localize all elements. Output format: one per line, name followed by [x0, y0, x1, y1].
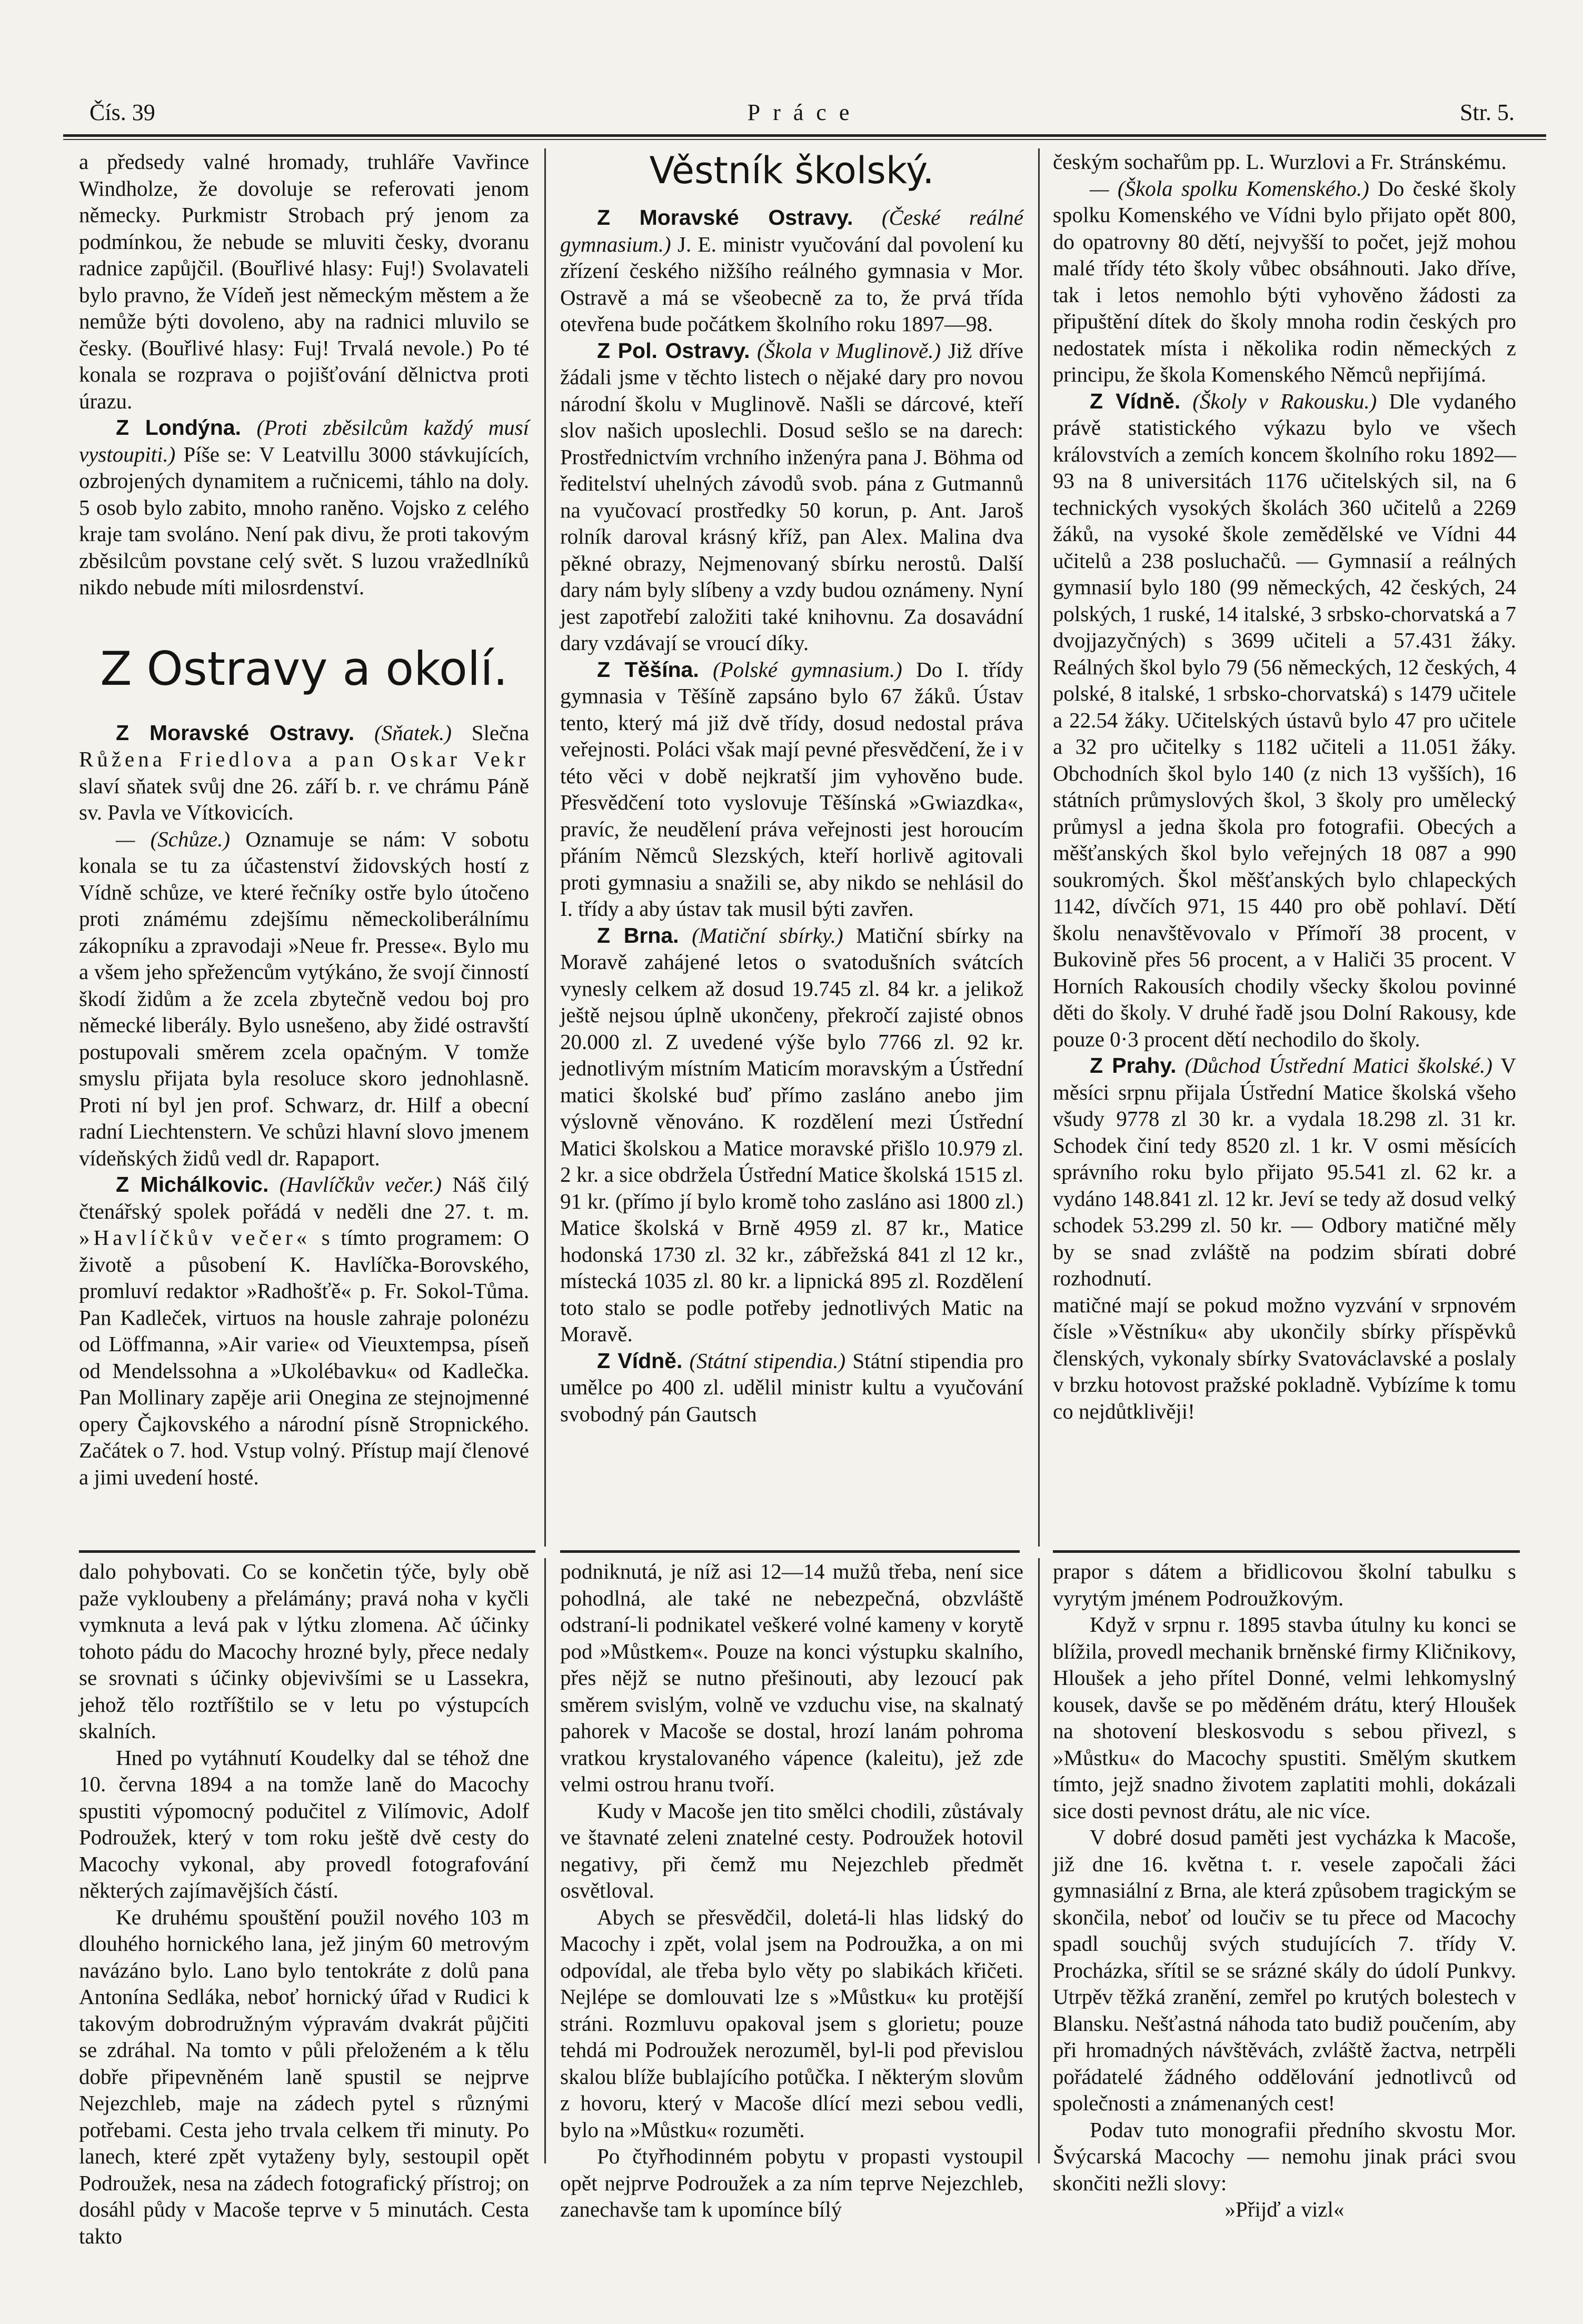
newspaper-title: Práce	[747, 99, 862, 125]
article-paragraph: Z Těšína. (Polské gymnasium.) Do I. třídy gymnasia v Těšíně zapsáno bylo 67 žáků. Ústav tento, který má již dvě třídy, dosud nedostal práva veřejnosti. Poláci však mají pevné přesvědčení, že i v této věci v době nejkratší jim vyhověno bude. Přesvědčení toto vyslovuje Těšínská »Gwiazdka«, pravíc, že neudělení práva veřejnosti jest horoucím přáním Němců Slezských, kteří horlivě agitovali proti gymnasiu a snažili se, aby nikdo se nehlásil do I. třídy a aby ústav tak musil býti zavřen.	[560, 657, 1024, 921]
article-paragraph: podniknutá, je níž asi 12—14 mužů třeba, není sice pohodlná, ale také ne nebezpečná, obzvláště odstraní-li podnikatel veškeré volné kameny v korytě pod »Můstkem«. Pouze na konci výstupku skalního, přes nějž se nutno přešinouti, aby lezoucí pak směrem svislým, volně ve vzduchu vise, na skalnatý pahorek v Macoše se dostal, hrozí lanám pohroma vratkou krystalovaného vápence (kaleitu), jež zde velmi ostrou hranu tvoří.	[560, 1559, 1023, 1796]
article-paragraph: Z Moravské Ostravy. (Sňatek.) Slečna Růžena Friedlova a pan Oskar Vekr slaví sňatek svůj dne 26. září b. r. ve chrámu Páně sv. Pavla ve Vítkovicích.	[79, 720, 529, 824]
column-1-top	[79, 148, 529, 1547]
article-paragraph: V dobré dosud paměti jest vycházka k Macoše, již dne 16. května t. r. vesele započali žáci gymnasiální z Brna, ale která způsobem tragickým se skončila, neboť od loučiv se tu přece od Macochy spadl souchůj svých studujících 7. třídy V. Procházka, sřítil se se srázné skály do údolí Punkvy. Utrpěv těžká zranění, zemřel po krutých bolestech v Blansku. Nešťastná náhoda tato budiž poučením, aby při hromadných návštěvách, zvláště žactva, netrpěli pořádatelé žádného oddělování jednotlivců od společnosti a známenaných cest!	[1053, 1825, 1516, 2115]
article-paragraph: českým sochařům pp. L. Wurzlovi a Fr. Stránskému.	[1053, 149, 1507, 174]
article-paragraph: — (Schůze.) Oznamuje se nám: V sobotu konala se tu za účastenství židovských hostí z Vídně schůze, ve které řečníky ostře bylo útočeno proti známému zdejšímu německoliberálnímu zákopníku a zpravodaji »Neue fr. Presse«. Bylo mu a všem jeho spřežencům vytýkáno, že svojí činností škodí židům a že zcela zbytečně vedou boj pro německé liberály. Bylo usnešeno, aby židé ostravští postupovali směrem zcela opačným. V tomže smyslu přijata byla resoluce skoro jednohlasně. Proti ní byl jen prof. Schwarz, dr. Hilf a obecní radní Liechtenstern. Ve schůzi hlavní slovo jmenem vídeňských židů vedl dr. Rapaport.	[79, 826, 529, 1170]
article-paragraph: dalo pohybovati. Co se končetin týče, byly obě paže vykloubeny a přelámány; pravá noha v kyčli vymknuta a levá pak v lýtku zlomena. Ač účinky tohoto pádu do Macochy hrozné byly, přece nedaly se srovnati s účinky objevivšími se u Lassekra, jehož tělo roztříštilo se v letu po výstupcích skalních.	[79, 1559, 529, 1743]
section-title: Věstník školský.	[649, 149, 934, 192]
page-header	[63, 88, 1546, 136]
column-divider	[544, 148, 546, 1547]
article-paragraph: Kudy v Macoše jen tito smělci chodili, zůstávaly ve štavnaté zeleni znatelné cesty. Podroužek hotovil negativy, při čemž mu Nejezchleb předmět osvětloval.	[560, 1798, 1023, 1902]
header-rule	[63, 134, 1546, 137]
article-paragraph: Z Vídně. (Školy v Rakousku.) Dle vydaného právě statistického výkazu bylo ve všech královstvích a zemích koncem školního roku 1892—93 na 8 universitách 1176 učitelských sil, na 6 technických vysokých školách 360 učitelů a 2269 žáků, na vysoké škole zemědělské ve Vídni 44 učitelů a 238 posluchačů. — Gymnasií a reálných gymnasií bylo 180 (99 německých, 42 českých, 24 polských, 1 ruské, 14 italské, 3 srbsko-chorvatská a 7 dvojjazyčných) s 3699 učiteli a 57.431 žáky. Reálných škol bylo 79 (56 německých, 12 českých, 4 polské, 8 italské, 1 srbsko-chorvatská) s 1479 učitele a 22.54 žáky. Učitelských ústavů bylo 47 pro učitele a 32 pro učitelky s 1182 učiteli a 11.051 žáky. Obchodních škol bylo 140 (z nich 13 vyšších), 16 státních průmyslových škol, 3 školy pro umělecký průmysl a jedna škola pro fotografii. Obecých a měšťanských škol bylo veřejných 18 087 a 990 soukromých. Škol měšťanských bylo chlapeckých 1142, dívčích 971, 15 440 pro obě pohlaví. Dětí školu nenavštěvovalo v Přímoří 38 procent, v Bukovině přes 56 procent, a v Haliči 35 procent. V Horních Rakousích chodily všecky školou povinné děti do školy. V druhé řadě jsou Dolní Rakousy, kde pouze 0·3 procent dětí nechodilo do školy.	[1053, 388, 1517, 1051]
section-rule	[79, 1550, 535, 1553]
article-paragraph: Ke druhému spouštění použil nového 103 m dlouhého hornického lana, jež jiným 60 metrovým navázáno bylo. Lano bylo tentokráte z dolů pana Antonína Sedláka, neboť hornický úřad v Rudici k takovým dobrodružným výpravám dvakrát půjčiti se zdráhal. Na tomto v půli přeloženém a k tělu dobře připevněném laně spustil se nejprve Nejezchleb, maje na zádech pytel s různými potřebami. Cesta jeho trvala celkem tři minuty. Po lanech, které zpět vytaženy byly, sestoupil opět Podroužek, nesa na zádech fotografický přístroj; on dosáhl půdy v Macoše teprve v 5 minutách. Cesta takto	[79, 1904, 529, 2248]
article-paragraph: a předsedy valné hromady, truhláře Vavřince Windholze, že dovoluje se referovati jenom německy. Purkmistr Strobach prý jenom za podmínkou, že nebude se mluviti česky, dvoranu radnice zapůjčil. (Bouřlivé hlasy: Fuj!) Svolavateli bylo pravno, že Vídeň jest německým městem a že nemůže býti dovoleno, aby na radnici mluvilo se česky. (Bouřlivé hlasy: Fuj! Trvalá nevole.) Po té konala se rozprava o pojišťování dělnictva proti úrazu.	[79, 149, 529, 413]
section-rule	[1053, 1550, 1520, 1553]
column-3-bottom	[1053, 1558, 1516, 2221]
column-3-top	[1053, 148, 1516, 1547]
column-2-top	[560, 148, 1023, 1547]
column-divider	[1038, 1558, 1040, 2163]
section-title: Z Ostravy a okolí.	[100, 641, 508, 696]
article-paragraph: Z Michálkovic. (Havlíčkův večer.) Náš čilý čtenářský spolek pořádá v neděli dne 27. t. m. »Havlíčkův večer« s tímto programem: O životě a působení K. Havlíčka-Borovského, promluví redaktor »Radhošťě« p. Fr. Sokol-Tůma. Pan Kadleček, virtuos na housle zahraje polonézu od Löffmanna, »Air varie« od Vieuxtempsa, píseň od Mendelssohna a »Ukolébavku« od Kadlečka. Pan Mollinary zapěje arii Onegina ze stejnojmenné opery Čajkovského a národní písně Stropnického. Začátek o 7. hod. Vstup volný. Přístup mají členové a jimi uvedení hosté.	[79, 1172, 530, 1489]
article-paragraph: Z Londýna. (Proti zběsilcům každý musí vystoupiti.) Píše se: V Leatvillu 3000 stávkujících, ozbrojených dynamitem a ručnicemi, táhlo na doly. 5 osob bylo zabito, mnoho raněno. Vojsko z celého kraje tam svoláno. Není pak divu, že proti takovým zběsilcům povstane celý svět. S luzou vražedlníků nikdo nebude míti milosrdenství.	[79, 415, 530, 599]
article-paragraph: Abych se přesvědčil, doletá-li hlas lidský do Macochy i zpět, volal jsem na Podroužka, a on mi odpovídal, ale třeba bylo věty po slabikách křičeti. Nejlépe se domlouvati lze s »Můstku« ku protější stráni. Rozmluvu opakoval jsem s glorietu; pouze tehdá mi Podroužek nerozuměl, byl-li pod převislou skalou blíže bublajícího potůčka. I některým slovům z hovoru, který v Macoše dlící mezi sebou vedli, bylo na »Můstku« rozuměti.	[560, 1904, 1023, 2142]
page-number: Str. 5.	[1460, 99, 1515, 125]
article-paragraph: Z Brna. (Matiční sbírky.) Matiční sbírky na Moravě zahájené letos o svatodušních svátcích vynesly celkem až dosud 19.745 zl. 84 kr. a jelikož ještě nejsou úplně ukončeny, překročí zajisté obnos 20.000 zl. Z uvedené výše bylo 7766 zl. 92 kr. jednotlivým místním Maticím moravským a Ústřední matici školské buď přímo zasláno anebo jim výslovně věnováno. K rozdělení mezi Ústřední Matici školskou a Matice moravské přišlo 10.979 zl. 2 kr. a sice obdržela Ústřední Matice školská 1515 zl. 91 kr. (přímo jí bylo kromě toho zasláno asi 1800 zl.) Matice školská v Brně 4959 zl. 87 kr., Matice hodonská 1730 zl. 32 kr., zábřežská 841 zl 12 kr., místecká 1035 zl. 80 kr. a lipnická 895 zl. Rozdělení toto stalo se podle potřeby jednotlivých Matic na Moravě.	[560, 923, 1023, 1346]
article-paragraph: Podav tuto monografii předního skvostu Mor. Švýcarská Macochy — nemohu jinak práci svou skončiti nežli slovy:	[1053, 2117, 1516, 2195]
column-divider	[1038, 148, 1040, 1547]
article-paragraph: — (Škola spolku Komenského.) Do české školy spolku Komenského ve Vídni bylo přijato opět 800, do opatrovny 80 dětí, nejvyšší to počet, jejž mohou malé třídy této školy vůbec obsáhnouti. Jako dříve, tak i letos nemohlo býti vyhověno žádosti za připuštění dítek do školy mnoha rodin českých pro nedostatek místa i několika rodin německých z principu, že škola Komenského Němců nepřijímá.	[1053, 176, 1516, 386]
article-paragraph: matičné mají se pokud možno vyzvání v srpnovém čísle »Věstníku« aby ukončily sbírky příspěvků členských, vykonaly sbírky Svatováclavské a poslaly v brzku hotovost pražské pokladně. Vybízíme k tomu co nejdůtklivěji!	[1053, 1292, 1516, 1423]
closing-quote: »Přijď a vizl«	[1224, 2197, 1345, 2221]
section-rule	[560, 1550, 1020, 1553]
article-paragraph: Po čtyřhodinném pobytu v propasti vystoupil opět nejprve Podroužek a za ním teprve Nejezchleb, zanechavše tam k upomínce bílý	[560, 2144, 1023, 2221]
column-1-bottom	[79, 1558, 529, 2248]
column-2-bottom	[560, 1558, 1023, 2221]
issue-number: Čís. 39	[89, 99, 155, 125]
article-paragraph: Z Pol. Ostravy. (Škola v Muglinově.) Již dříve žádali jsme v těchto listech o nějaké dary pro novou národní školu v Muglinově. Našli se dárcové, kteří slov našich uposlechli. Dosud sešlo se na darech: Prostřednictvím vrchního inženýra pana J. Böhma od ředitelství uhelných závodů svob. pána z Gutmannů na vyučovací prostředky 50 korun, p. Ant. Jaroš rolník daroval krásný kříž, pan Alex. Malina dva pěkné obrazy, Nejmenovaný sbírku nerostů. Další dary nám byly slíbeny a vzdy budou oznámeny. Nyní jest zapotřebí založiti také knihovnu. Za dosavádní dary vzdávají se vroucí díky.	[560, 338, 1023, 655]
article-paragraph: Z Moravské Ostravy. (České reálné gymnasium.) J. E. ministr vyučování dal povolení ku zřízení českého nižšího reálného gymnasia v Mor. Ostravě a má se všeobecně za to, že prvá třída otevřena bude počátkem školního roku 1897—98.	[560, 205, 1023, 336]
article-paragraph: prapor s dátem a břidlicovou školní tabulku s vyrytým jménem Podroužkovým.	[1053, 1559, 1516, 1610]
article-paragraph: Když v srpnu r. 1895 stavba útulny ku konci se blížila, provedl mechanik brněnské firmy Kličnikovy, Hloušek a jeho přítel Donné, velmi lehkomyslný kousek, davše se po měděném drátu, který Hloušek na shotovení bleskosvodu s sebou přivezl, s »Můstku« do Macochy spustiti. Smělým skutkem tímto, jejž snadno životem zaplatiti mohli, dokázali sice dosti pevnost drátu, ale nic více.	[1053, 1612, 1516, 1823]
article-paragraph: Z Prahy. (Důchod Ústřední Matici školské.) V měsíci srpnu přijala Ústřední Matice školská všeho všudy 9778 zl 30 kr. a vydala 18.298 zl. 31 kr. Schodek činí tedy 8520 zl. 1 kr. V osmi měsících správního roku bylo přijato 95.541 zl. 62 kr. a vydáno 148.841 zl. 12 kr. Jeví se tedy až dosud velký schodek 53.299 zl. 50 kr. — Odbory matičné měly by se snad zvláště na podzim sbírati dobré rozhodnutí.	[1053, 1053, 1516, 1290]
header-rule-thin	[63, 139, 1546, 140]
article-paragraph: Hned po vytáhnutí Koudelky dal se téhož dne 10. června 1894 a na tomže laně do Macochy spustiti výpomocný podučitel z Vilímovic, Adolf Podroužek, který v tom roku ještě dvě cesty do Macochy vykonal, aby provedl fotografování některých zajímavějších částí.	[79, 1745, 529, 1902]
article-paragraph: Z Vídně. (Státní stipendia.) Státní stipendia pro umělce po 400 zl. udělil ministr kultu a vyučování svobodný pán Gautsch	[560, 1348, 1024, 1426]
column-divider	[544, 1558, 546, 2163]
